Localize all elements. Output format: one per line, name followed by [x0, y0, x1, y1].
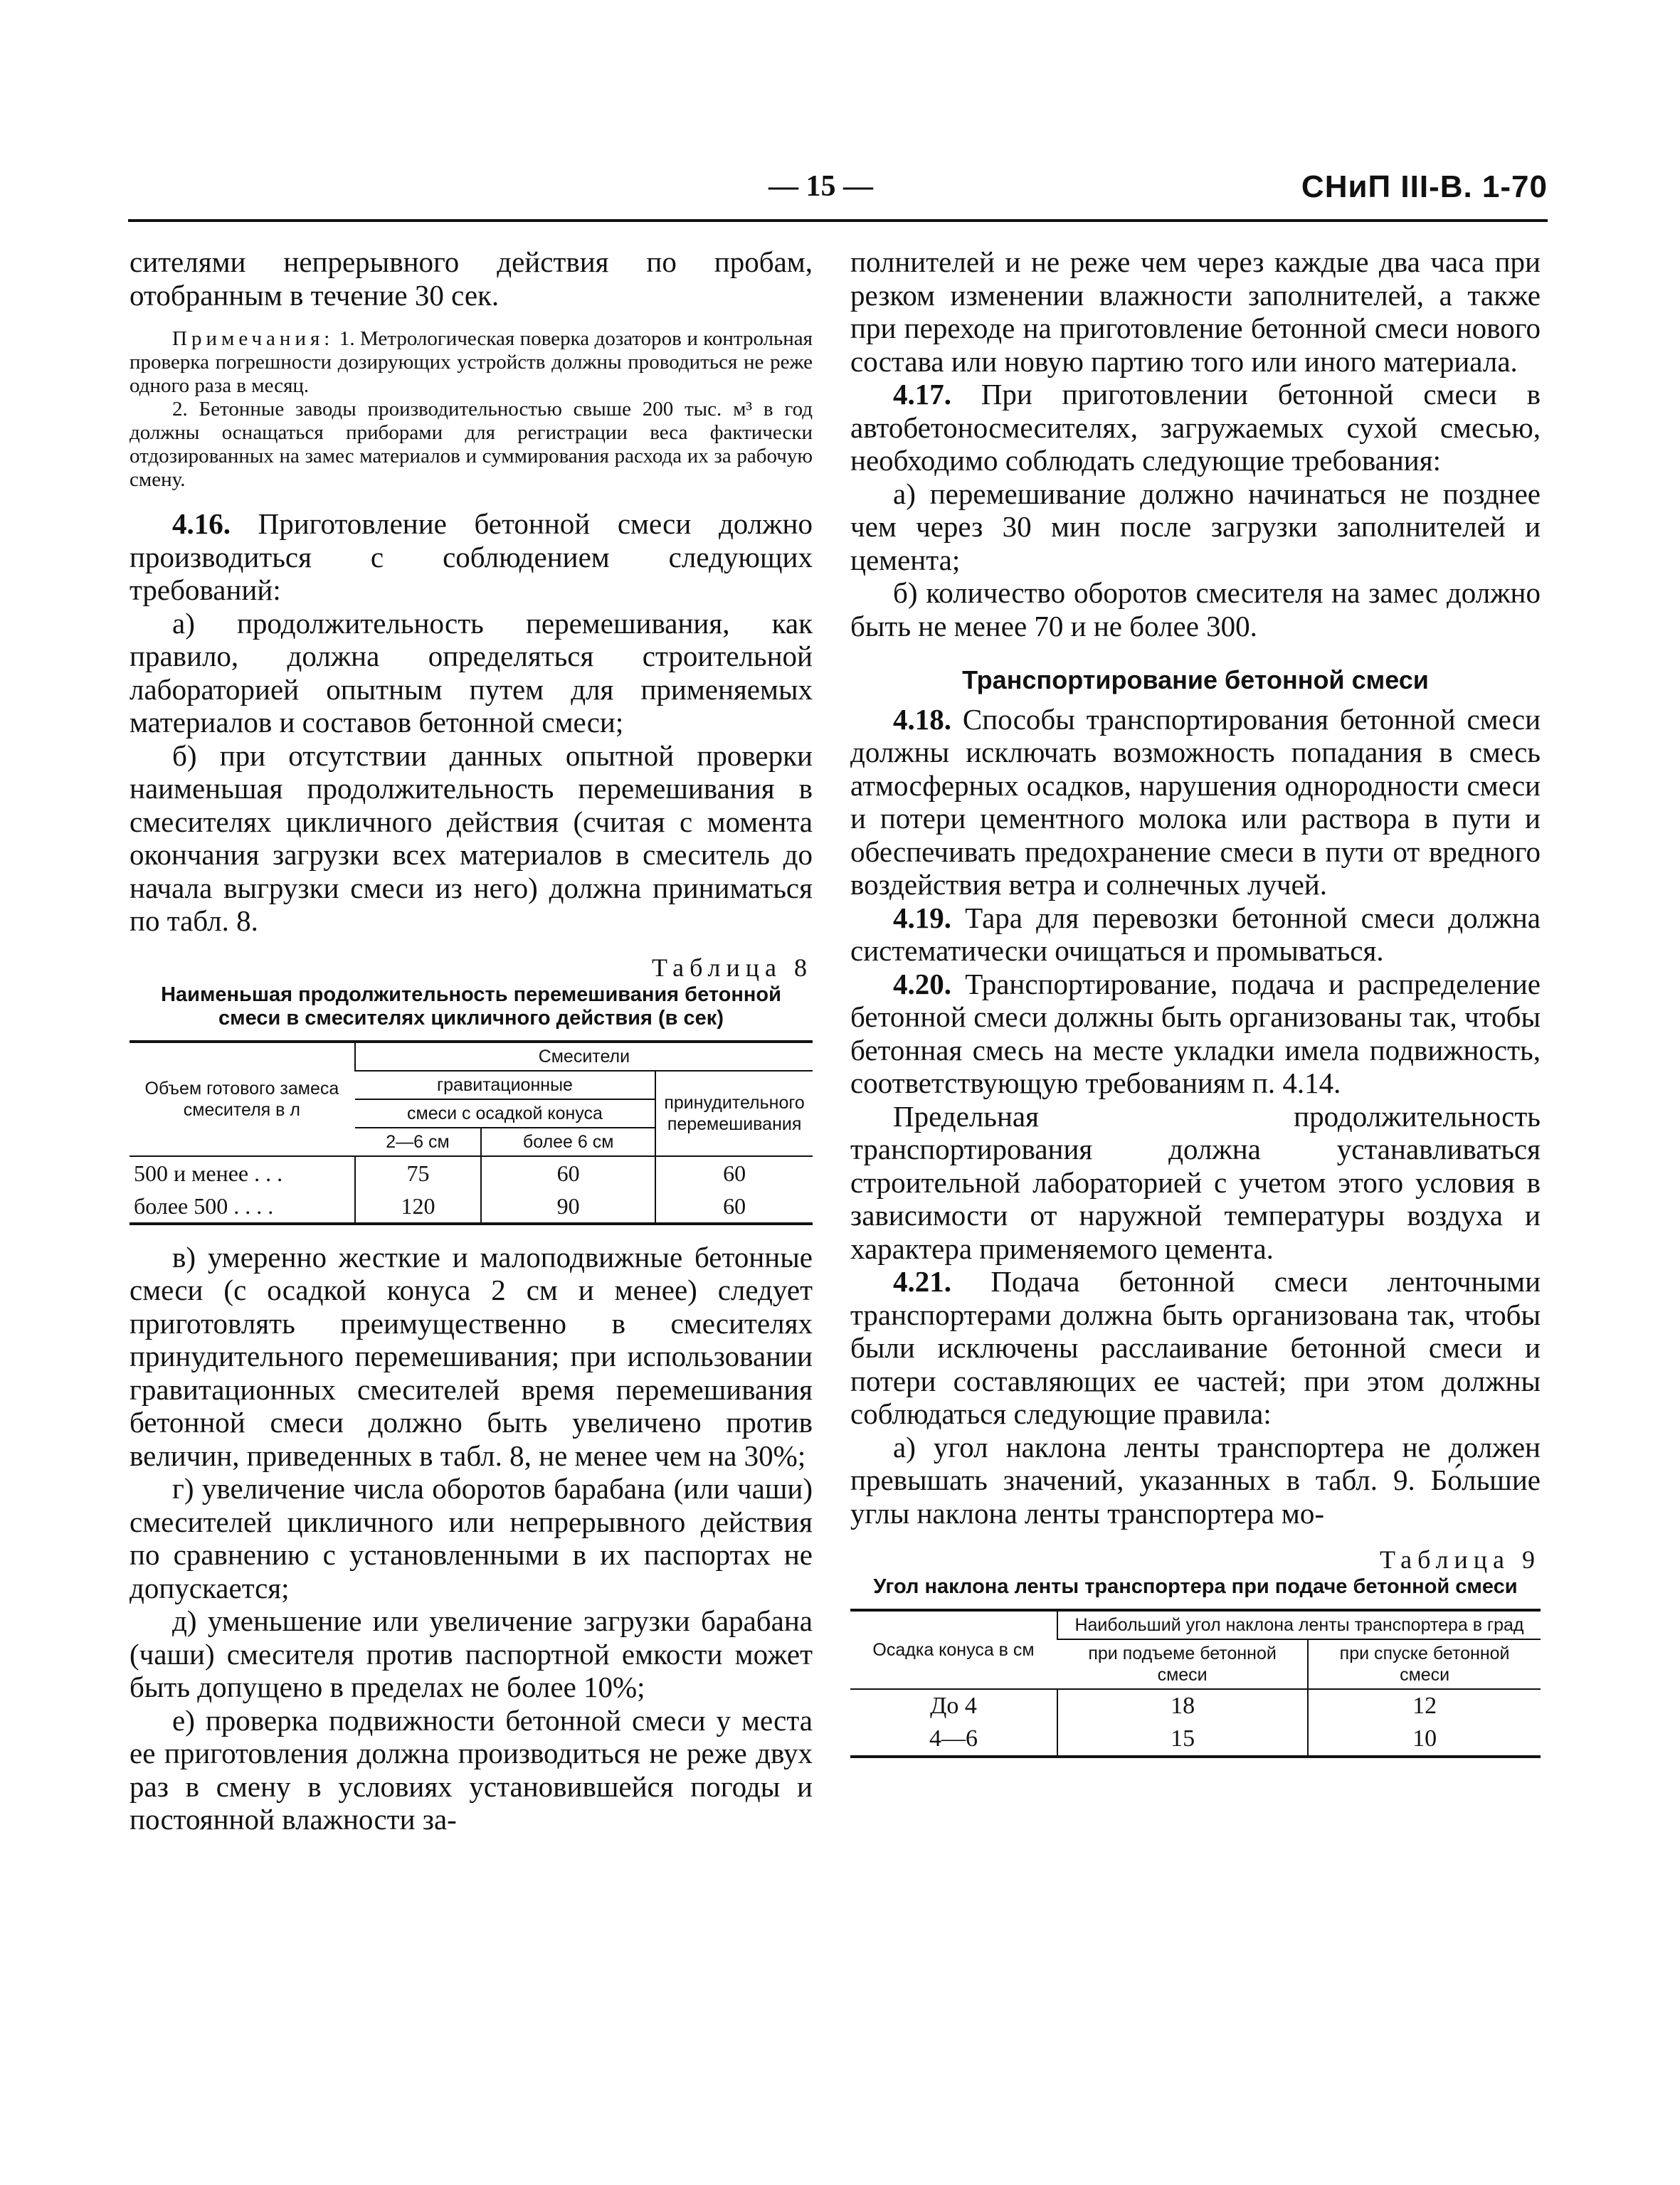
document-code: СНиП III-В. 1-70	[1301, 169, 1548, 204]
page-number: — 15 —	[768, 170, 873, 203]
clause-4-17-b: б) количество оборотов смесителя на замес должно быть не менее 70 и не более 300.	[850, 576, 1541, 642]
table-8-title: Наименьшая продолжительность перемешивания бетонной смеси в смесителях цикличного действия (в сек)	[161, 983, 781, 1030]
note-1: 1. Метрологическая поверка дозаторов и контрольная проверка погрешности дозирующих устройств должны проводиться не реже одного раза в месяц.	[130, 327, 813, 397]
notes-block	[130, 327, 813, 492]
clause-4-17-a: а) перемешивание должно начинаться не позднее чем через 30 мин после загрузки заполнителей и цемента;	[850, 477, 1541, 576]
paragraph-continuation: сителями непрерывного действия по пробам, отобранным в течение 30 сек.	[130, 245, 813, 312]
paragraph-continuation: полнителей и не реже чем через каждые два часа при резком изменении влажности заполнителей, а также при переходе на приготовление бетонной смеси нового состава или новую партию того или иного материала.	[850, 245, 1541, 378]
table-9	[850, 1609, 1541, 1758]
left-column	[130, 245, 813, 1836]
clause-4-21-a: а) угол наклона ленты транспортера не должен превышать значений, указанных в табл. 9. Бо́льшие углы наклона ленты транспортера мо-	[850, 1430, 1541, 1530]
table-9-col-up: при подъеме бетонной смеси	[1057, 1639, 1308, 1689]
table-8-col-slump: смеси с осадкой конуса	[355, 1099, 655, 1128]
table-9-col-slump: Осадка конуса в см	[850, 1610, 1057, 1689]
table-8-col-gravity: гравитационные	[355, 1071, 655, 1099]
clause-4-16-a: а) продолжительность перемешивания, как правило, должна определяться строительной лабораторией опытным путем для применяемых материалов и составов бетонной смеси;	[130, 606, 813, 739]
table-8	[130, 1040, 813, 1225]
table-8-col-2-6: 2—6 см	[355, 1128, 481, 1156]
clause-4-16-d: д) уменьшение или увеличение загрузки барабана (чаши) смесителя против паспортной емкости может быть допущено в пределах не более 10%;	[130, 1604, 813, 1703]
table-8-caption: Таблица 8	[652, 953, 813, 982]
table-row: более 500 . . . . 120 90 60	[130, 1190, 813, 1224]
page-header	[128, 169, 1548, 222]
table-row: 4—6 15 10	[850, 1723, 1541, 1757]
clause-4-20: 4.20. Транспортирование, подача и распределение бетонной смеси должны быть организованы так, чтобы бетонная смесь на месте укладки имела подвижность, соответствующую требованиям п. 4.14.	[850, 967, 1541, 1099]
clause-4-16-g: г) увеличение числа оборотов барабана (или чаши) смесителей цикличного или непрерывного действия по сравнению с установленными в их паспортах не допускается;	[130, 1472, 813, 1604]
paragraph-transport-limit: Предельная продолжительность транспортирования должна устанавливаться строительной лабораторией с учетом этого условия в зависимости от наружной температуры воздуха и характера применяемого цемента.	[850, 1099, 1541, 1265]
table-row: 500 и менее . . . 75 60 60	[130, 1156, 813, 1190]
table-9-col-down: при спуске бетонной смеси	[1308, 1639, 1541, 1689]
table-8-col-mixers: Смесители	[355, 1042, 813, 1071]
table-9-col-angle: Наибольший угол наклона ленты транспортера в град	[1057, 1610, 1541, 1639]
table-row: До 4 18 12	[850, 1689, 1541, 1723]
note-2: 2. Бетонные заводы производительностью свыше 200 тыс. м³ в год должны оснащаться приборами для регистрации веса фактически отдозированных на замес материалов и суммирования расхода их за рабочую смену.	[130, 398, 813, 491]
table-8-col-volume: Объем готового замеса смесителя в л	[130, 1042, 355, 1156]
clause-4-17: 4.17. При приготовлении бетонной смеси в автобетоносмесителях, загружаемых сухой смесью, необходимо соблюдать следующие требования:	[850, 378, 1541, 477]
clause-4-16: 4.16. Приготовление бетонной смеси должно производиться с соблюдением следующих требований:	[130, 507, 813, 606]
clause-4-16-v: в) умеренно жесткие и малоподвижные бетонные смеси (с осадкой конуса 2 см и менее) следует приготовлять преимущественно в смесителях принудительного перемешивания; при использовании гравитационных смесителей время перемешивания бетонной смеси должно быть увеличено против величин, приведенных в табл. 8, не менее чем на 30%;	[130, 1240, 813, 1472]
clause-4-19: 4.19. Тара для перевозки бетонной смеси должна систематически очищаться и промываться.	[850, 901, 1541, 967]
notes-label: Примечания:	[172, 327, 334, 350]
right-column	[850, 245, 1541, 1758]
table-8-col-forced: принудительного перемешивания	[655, 1071, 813, 1156]
table-8-col-over-6: более 6 см	[481, 1128, 655, 1156]
table-9-title: Угол наклона ленты транспортера при подаче бетонной смеси	[873, 1575, 1518, 1598]
clause-4-16-b: б) при отсутствии данных опытной проверки наименьшая продолжительность перемешивания в смесителях цикличного действия (считая с момента окончания загрузки всех материалов в смеситель до начала выгрузки смеси из него) должна приниматься по табл. 8.	[130, 739, 813, 937]
clause-4-21: 4.21. Подача бетонной смеси ленточными транспортерами должна быть организована так, чтобы были исключены расслаивание бетонной смеси и потери составляющих ее частей; при этом должны соблюдаться следующие правила:	[850, 1265, 1541, 1430]
clause-4-18: 4.18. Способы транспортирования бетонной смеси должны исключать возможность попадания в смесь атмосферных осадков, нарушения однородности смеси и потери цементного молока или раствора в пути и обеспечивать предохранение смеси в пути от вредного воздействия ветра и солнечных лучей.	[850, 702, 1541, 901]
clause-4-16-e: е) проверка подвижности бетонной смеси у места ее приготовления должна производиться не реже двух раз в смену в условиях установившейся погоды и постоянной влажности за-	[130, 1703, 813, 1836]
table-9-caption: Таблица 9	[1380, 1545, 1541, 1574]
section-heading: Транспортирование бетонной смеси	[962, 665, 1429, 694]
